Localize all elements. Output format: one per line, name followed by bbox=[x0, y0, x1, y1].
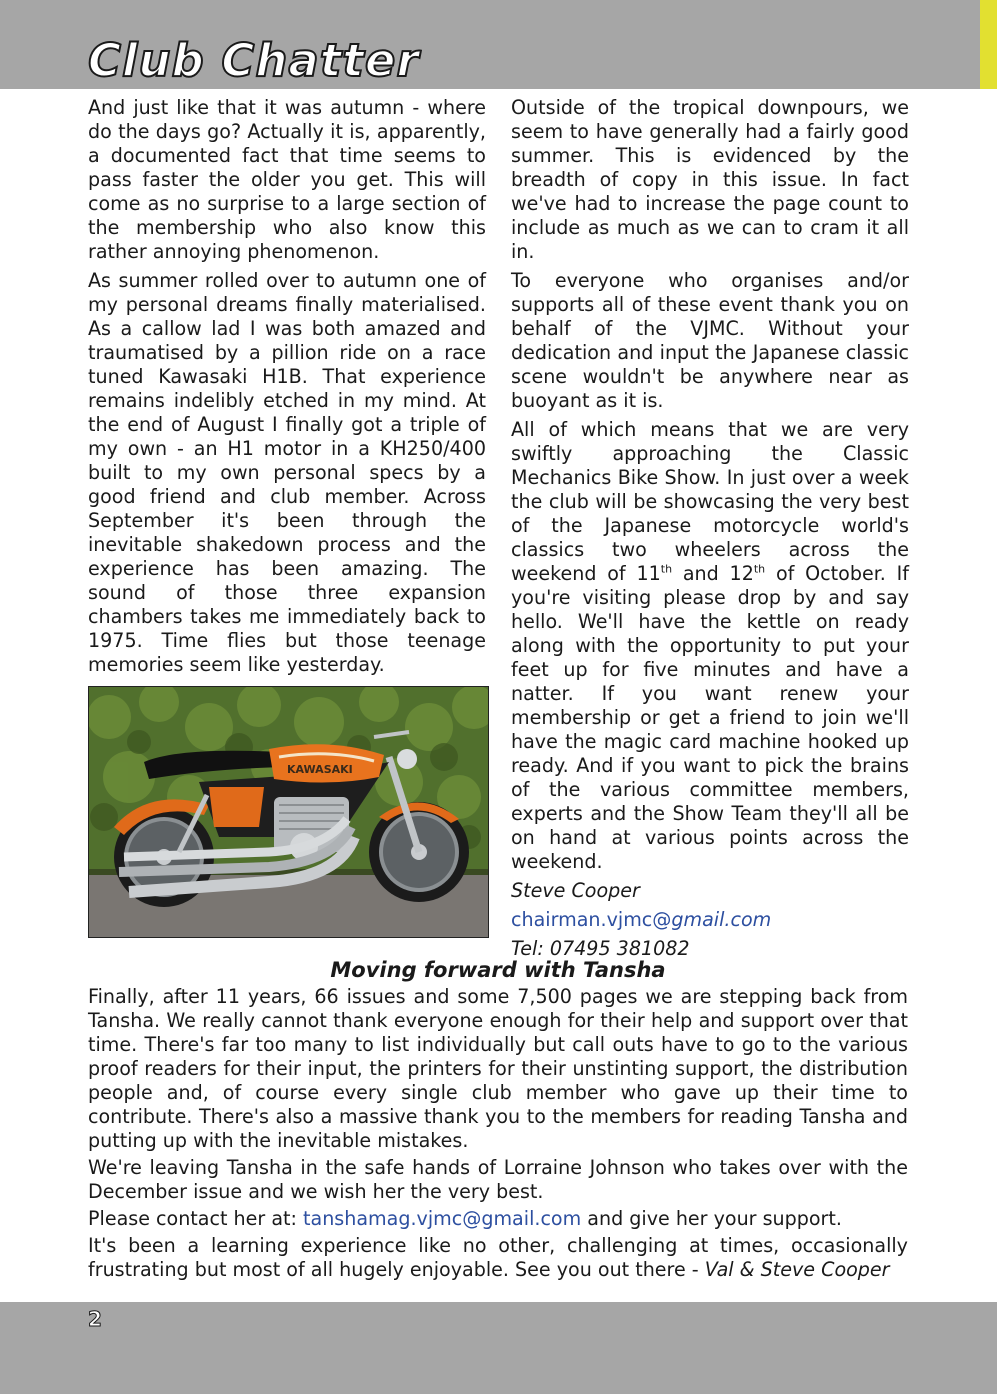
signature-email-user: chairman.vjmc@ bbox=[511, 908, 672, 931]
footer-band bbox=[0, 1302, 997, 1394]
bottom-paragraph-2: We're leaving Tansha in the safe hands of Lorraine Johnson who takes over with the December issue and we wish her the very best. bbox=[88, 1156, 908, 1203]
contact-email-link[interactable]: tanshamag.vjmc@gmail.com bbox=[303, 1207, 582, 1230]
right-paragraph-2: To everyone who organises and/or supports all of these event thank you on behalf of the VJMC. Without your dedication and input the Japanese classic scene wouldn't be anywhere near as buoyant as it is. bbox=[511, 269, 909, 412]
left-paragraph-1: And just like that it was autumn - where do the days go? Actually it is, apparently, a documented fact that time seems to pass faster the older you get. This will come as no surprise to a large section of the membership who also know this rather annoying phenomenon. bbox=[88, 96, 486, 263]
contact-suffix: and give her your support. bbox=[581, 1207, 842, 1230]
page-number: 2 bbox=[88, 1307, 102, 1331]
p3-sup-1: th bbox=[660, 562, 673, 576]
bottom-paragraph-4 bbox=[88, 1234, 908, 1282]
left-column bbox=[88, 96, 486, 682]
p3-sup-2: th bbox=[753, 562, 766, 576]
p3-part-b: and 12 bbox=[672, 562, 754, 585]
p3-part-a: All of which means that we are very swiftly approaching the Classic Mechanics Bike Show. In just over a week the club will be showcasing the very best of the Japanese motorcycle world's classics two wheelers across the weekend of 11 bbox=[511, 418, 909, 585]
section-tab bbox=[980, 0, 997, 89]
signature-name: Steve Cooper bbox=[511, 879, 640, 902]
right-column bbox=[511, 96, 909, 966]
contact-prefix: Please contact her at: bbox=[88, 1207, 304, 1230]
signature-tel: Tel: 07495 381082 bbox=[511, 937, 690, 960]
motorcycle-illustration bbox=[89, 687, 488, 937]
bottom-paragraph-3 bbox=[88, 1207, 908, 1231]
signature-email-domain: gmail.com bbox=[671, 908, 772, 931]
page-title: Club Chatter bbox=[88, 34, 420, 87]
section-title: Moving forward with Tansha bbox=[330, 958, 666, 982]
tank-lettering: KAWASAKI bbox=[287, 763, 353, 776]
p3-part-c: of October. If you're visiting please drop by and say hello. We'll have the kettle on ready along with the opportunity to put your feet up for five minutes and have a natter. If you want renew your membership or get a friend to join we'll have the magic card machine hooked up ready. And if you want to pick the brains of the various committee members, experts and the Show Team they'll all be on hand at various points across the weekend. bbox=[511, 562, 910, 873]
signature-email[interactable] bbox=[511, 908, 909, 932]
closing-signature: Val & Steve Cooper bbox=[704, 1258, 890, 1281]
left-paragraph-2: As summer rolled over to autumn one of my personal dreams finally materialised. As a callow lad I was both amazed and traumatised by a pillion ride on a race tuned Kawasaki H1B. That experience remains indelibly etched in my mind. At the end of August I finally got a triple of my own - an H1 motor in a KH250/400 built to my own personal specs by a good friend and club member. Across September it's been through the inevitable shakedown process and the experience has been amazing. The sound of those three expansion chambers takes me immediately back to 1975. Time flies but those teenage memories seem like yesterday. bbox=[88, 269, 486, 676]
right-paragraph-3 bbox=[511, 418, 909, 874]
right-paragraph-1: Outside of the tropical downpours, we seem to have generally had a fairly good summer. This is evidenced by the breadth of copy in this issue. In fact we've had to increase the page count to include as much as we can to cram it all in. bbox=[511, 96, 909, 263]
bottom-article bbox=[88, 985, 908, 1285]
closing-text: It's been a learning experience like no other, challenging at times, occasionally frustrating but most of all hugely enjoyable. See you out there - bbox=[88, 1234, 908, 1281]
motorcycle-photo bbox=[88, 686, 489, 938]
bottom-paragraph-1: Finally, after 11 years, 66 issues and some 7,500 pages we are stepping back from Tansha. We really cannot thank everyone enough for their help and support over that time. There's far too many to list individually but call outs have to go to the various proof readers for their input, the printers for their unstinting support, the distribution people and, of course every single club member who gave up their time to contribute. There's also a massive thank you to the members for reading Tansha and putting up with the inevitable mistakes. bbox=[88, 985, 908, 1152]
